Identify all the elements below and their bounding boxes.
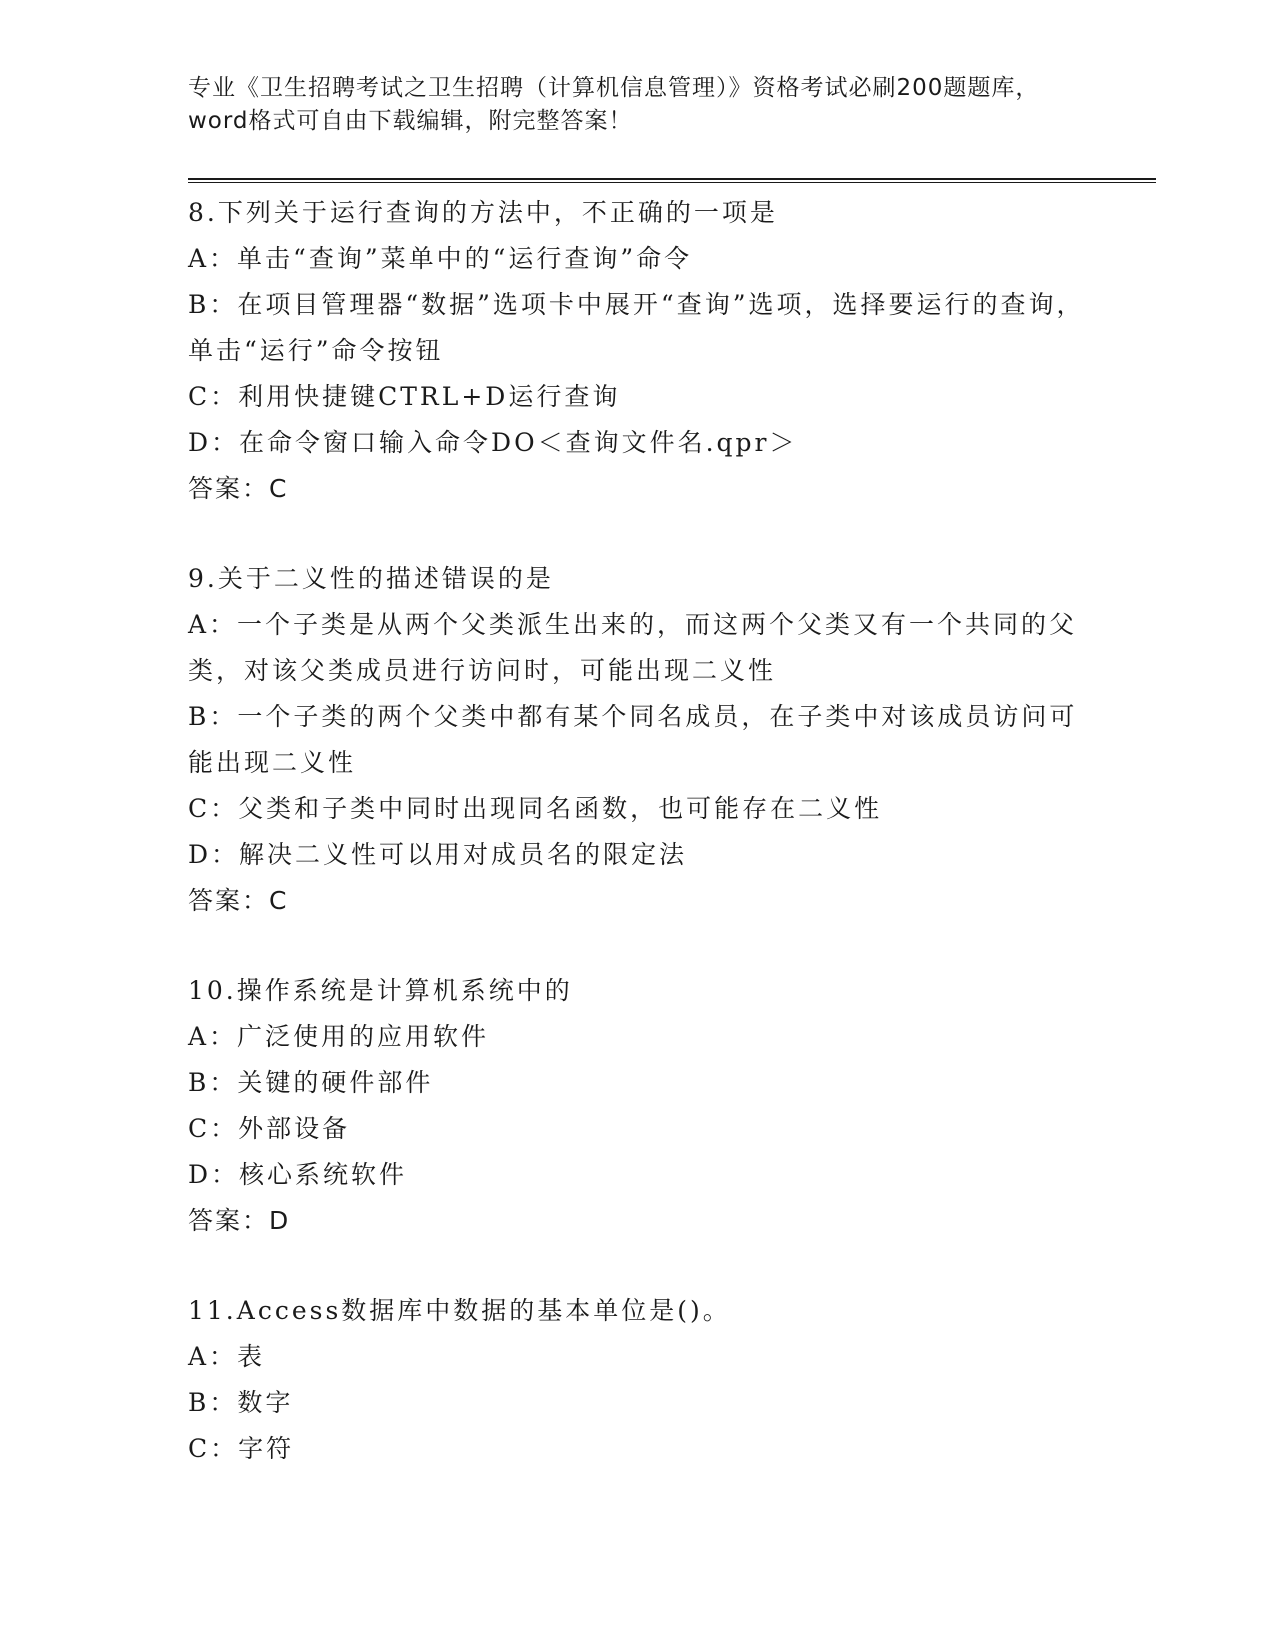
question-stem: 10.操作系统是计算机系统中的 (188, 976, 573, 1005)
answer-label: 答案：C (188, 886, 289, 915)
document-header (188, 72, 1088, 138)
option-c: C：外部设备 (188, 1114, 351, 1143)
option-b: B：数字 (188, 1388, 294, 1417)
answer-label: 答案：C (188, 474, 289, 503)
question-stem: 9.关于二义性的描述错误的是 (188, 564, 554, 593)
question-8 (188, 190, 1088, 512)
option-c: C：字符 (188, 1434, 295, 1463)
answer-label: 答案：D (188, 1206, 291, 1235)
option-b: B：一个子类的两个父类中都有某个同名成员，在子类中对该成员访问可能出现二义性 (188, 702, 1078, 777)
document-page (188, 0, 1168, 1650)
question-stem: 11.Access数据库中数据的基本单位是()。 (188, 1296, 731, 1325)
question-list (188, 190, 1088, 1516)
option-d: D：核心系统软件 (188, 1160, 408, 1189)
option-a: A：表 (188, 1342, 266, 1371)
header-line-2: word格式可自由下载编辑，附完整答案！ (188, 108, 633, 134)
option-d: D：在命令窗口输入命令DO＜查询文件名.qpr＞ (188, 428, 798, 457)
option-c: C：利用快捷键CTRL+D运行查询 (188, 382, 621, 411)
header-divider (188, 178, 1156, 183)
question-9 (188, 556, 1088, 924)
option-b: B：在项目管理器“数据”选项卡中展开“查询”选项，选择要运行的查询，单击“运行”命令按钮 (188, 290, 1085, 365)
header-line-1: 专业《卫生招聘考试之卫生招聘（计算机信息管理）》资格考试必刷200题题库， (188, 75, 1040, 101)
option-a: A：一个子类是从两个父类派生出来的，而这两个父类又有一个共同的父类，对该父类成员进行访问时，可能出现二义性 (188, 610, 1078, 685)
option-a: A：广泛使用的应用软件 (188, 1022, 490, 1051)
option-c: C：父类和子类中同时出现同名函数，也可能存在二义性 (188, 794, 883, 823)
option-a: A：单击“查询”菜单中的“运行查询”命令 (188, 244, 693, 273)
question-stem: 8.下列关于运行查询的方法中，不正确的一项是 (188, 198, 778, 227)
option-b: B：关键的硬件部件 (188, 1068, 434, 1097)
question-10 (188, 968, 1088, 1244)
option-d: D：解决二义性可以用对成员名的限定法 (188, 840, 688, 869)
question-11 (188, 1288, 1088, 1472)
